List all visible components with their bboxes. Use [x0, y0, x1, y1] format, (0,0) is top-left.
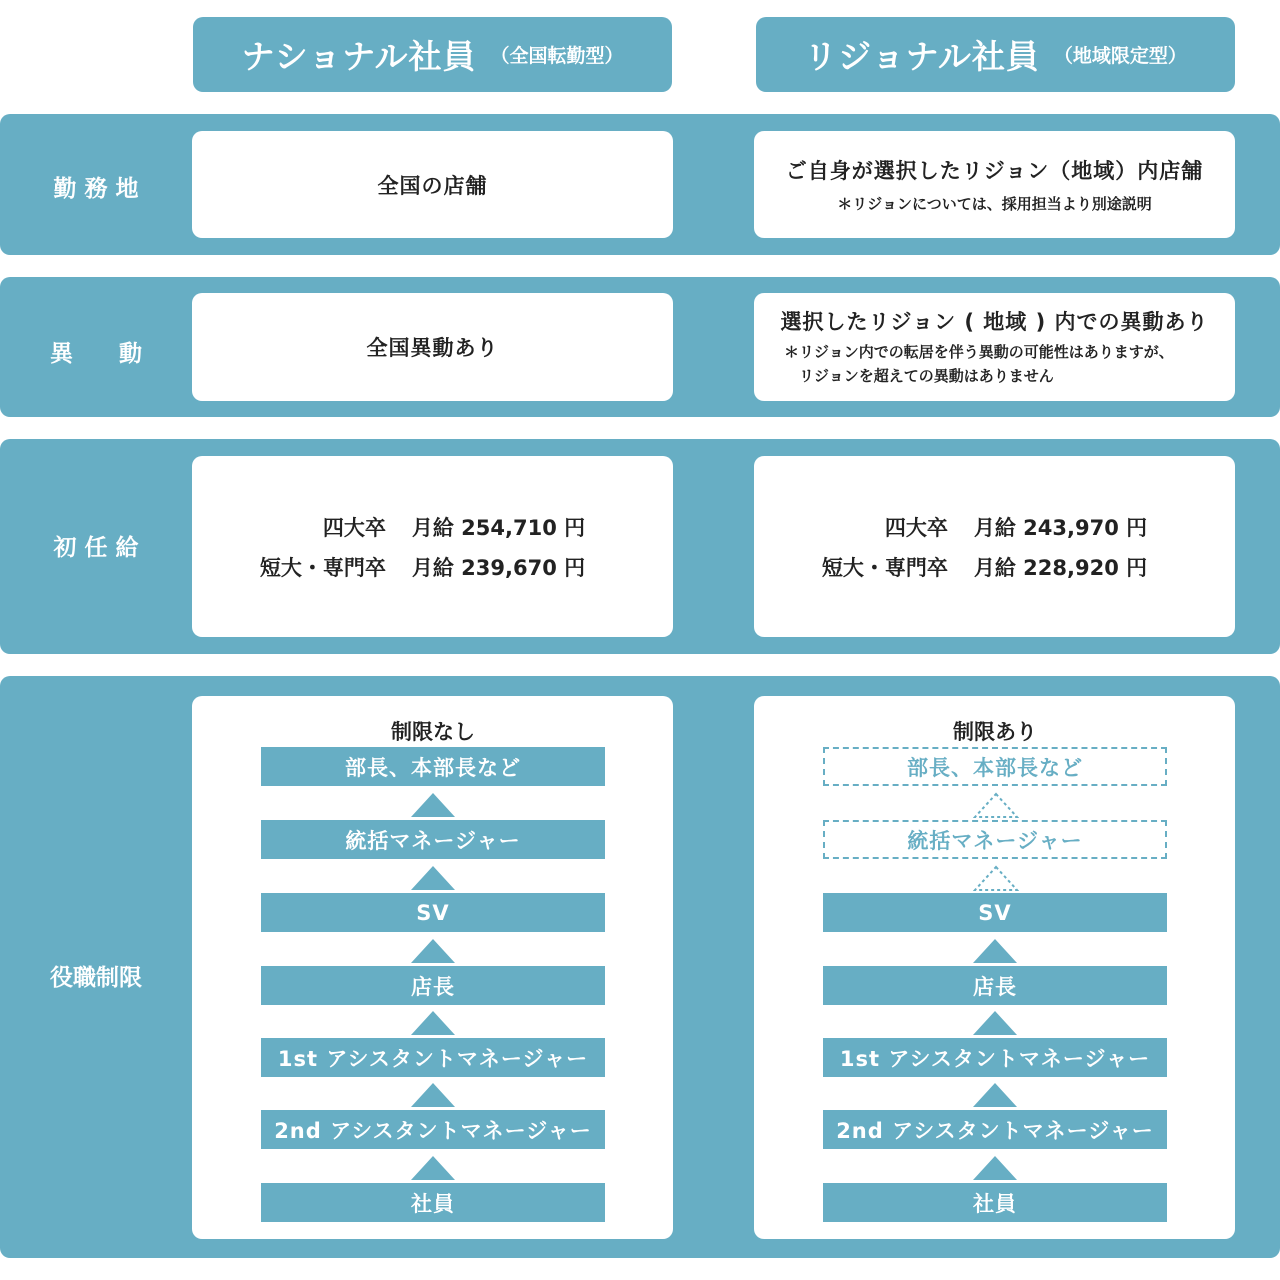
salary-regional-value-0: 月給 243,970 円: [973, 515, 1148, 540]
arrow-up-icon: [411, 939, 455, 963]
salary-national-card: [192, 456, 673, 637]
arrow-up-icon: [411, 1083, 455, 1107]
national-step-2nd-am: 2nd アシスタントマネージャー: [261, 1110, 605, 1149]
regional-step-store-manager: 店長: [823, 966, 1167, 1005]
national-step-store-manager: 店長: [261, 966, 605, 1005]
salary-national-key-0: 四大卒: [322, 515, 386, 540]
salary-regional-key-1: 短大・専門卒: [821, 555, 948, 580]
national-step-1st-am: 1st アシスタントマネージャー: [261, 1038, 605, 1077]
workplace-regional-card: [754, 131, 1235, 238]
salary-regional-key-0: 四大卒: [884, 515, 948, 540]
regional-step-2nd-am: 2nd アシスタントマネージャー: [823, 1110, 1167, 1149]
salary-regional-value-1: 月給 228,920 円: [973, 555, 1148, 580]
arrow-up-dashed-icon: [973, 792, 1019, 819]
positions-regional-title: 制限あり: [953, 720, 1037, 744]
workplace-national-card: [192, 131, 673, 238]
regional-step-general-manager: 統括マネージャー: [823, 820, 1167, 859]
header-national: [193, 17, 672, 92]
transfer-regional-card: [754, 293, 1235, 401]
arrow-up-icon: [973, 1011, 1017, 1035]
header-regional-sub: （地域限定型）: [1053, 45, 1187, 67]
positions-national-title: 制限なし: [391, 720, 475, 744]
transfer-national-card: [192, 293, 673, 401]
positions-regional-card: [754, 696, 1235, 1239]
header-regional-title: リジョナル社員: [804, 37, 1040, 76]
header-regional: [756, 17, 1235, 92]
header-national-title: ナショナル社員: [241, 37, 477, 76]
row-workplace-label: 勤 務 地: [53, 176, 139, 202]
workplace-regional-text: ご自身が選択したリジョン（地域）内店舗: [785, 159, 1204, 183]
salary-regional-table: [822, 512, 1147, 582]
transfer-regional-note-2: リジョンを超えての異動はありません: [784, 367, 1054, 385]
arrow-up-icon: [411, 793, 455, 817]
arrow-up-icon: [973, 1156, 1017, 1180]
workplace-regional-note: ＊リジョンについては、採用担当より別途説明: [837, 195, 1152, 213]
header-national-sub: （全国転勤型）: [490, 45, 624, 67]
row-positions-label: 役職制限: [50, 965, 142, 991]
transfer-national-text: 全国異動あり: [366, 336, 499, 360]
regional-step-1st-am: 1st アシスタントマネージャー: [823, 1038, 1167, 1077]
row-salary-label: 初 任 給: [53, 535, 139, 561]
salary-regional-card: [754, 456, 1235, 637]
salary-national-value-1: 月給 239,670 円: [411, 555, 586, 580]
transfer-regional-note-1: ＊リジョン内での転居を伴う異動の可能性はありますが、: [784, 343, 1174, 361]
workplace-national-text: 全国の店舗: [377, 173, 488, 198]
arrow-up-icon: [411, 866, 455, 890]
regional-step-staff: 社員: [823, 1183, 1167, 1222]
salary-national-table: [260, 512, 585, 582]
regional-step-sv: SV: [823, 893, 1167, 932]
row-transfer: [0, 277, 1280, 417]
national-step-sv: SV: [261, 893, 605, 932]
row-workplace: [0, 114, 1280, 255]
arrow-up-icon: [411, 1156, 455, 1180]
national-step-staff: 社員: [261, 1183, 605, 1222]
row-positions: [0, 676, 1280, 1258]
arrow-up-icon: [973, 939, 1017, 963]
transfer-regional-text: 選択したリジョン ( 地域 ) 内での異動あり: [780, 310, 1209, 334]
arrow-up-icon: [411, 1011, 455, 1035]
salary-national-value-0: 月給 254,710 円: [411, 515, 586, 540]
arrow-up-icon: [973, 1083, 1017, 1107]
salary-national-key-1: 短大・専門卒: [259, 555, 386, 580]
positions-national-card: [192, 696, 673, 1239]
arrow-up-dashed-icon: [973, 865, 1019, 892]
national-step-dept-head: 部長、本部長など: [261, 747, 605, 786]
row-salary: [0, 439, 1280, 654]
regional-step-dept-head: 部長、本部長など: [823, 747, 1167, 786]
national-step-general-manager: 統括マネージャー: [261, 820, 605, 859]
row-transfer-label: 異 動: [50, 341, 142, 367]
